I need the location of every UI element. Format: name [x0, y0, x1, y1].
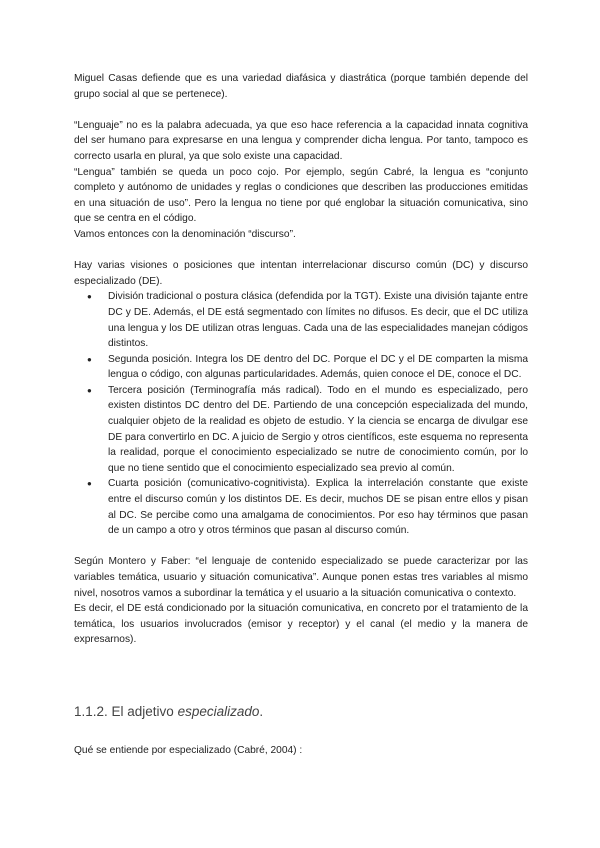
paragraph-montero-faber: Según Montero y Faber: “el lenguaje de contenido especializado se puede caracterizar por las variables temática, usuario y situación comunicativa”. Aunque ponen estas tres variables al mismo nivel, nosotros vamos a subordinar la temática y el usuario a la situación comunicativa o contexto. — [74, 556, 528, 599]
paragraph-es-decir: Es decir, el DE está condicionado por la situación comunicativa, en concreto por el tratamiento de la temática, los usuarios involucrados (emisor y receptor) y el canal (el medio y la manera de expresarnos). — [74, 603, 528, 646]
paragraph-casas: Miguel Casas defiende que es una variedad diafásica y diastrática (porque también depende del grupo social al que se pertenece). — [74, 73, 528, 100]
bullet-icon: ● — [87, 292, 92, 302]
bullet-icon: ● — [87, 385, 92, 395]
section-heading: 1.1.2. El adjetivo especializado. — [74, 704, 264, 719]
document-body — [74, 71, 528, 648]
list-item-text: Segunda posición. Integra los DE dentro del DC. Porque el DC y el DE comparten la misma lengua o código, con algunas particularidades. Además, quien conoce el DE, conoce el DC. — [108, 353, 528, 381]
paragraph-especializado-question: Qué se entiende por especializado (Cabré, 2004) : — [74, 745, 303, 756]
positions-list — [74, 289, 528, 539]
list-item — [74, 352, 528, 383]
list-item-text: Tercera posición (Terminografía más radical). Todo en el mundo es especializado, pero existen distintos DC dentro del DE. Partiendo de una concepción especializada del mundo, cualquier objeto de la realidad es objeto de estudio. Y la ciencia se encarga de divulgar ese DE para convertirlo en DC. A juicio de Sergio y otros científicos, este esquema no representa la realidad, porque el conocimiento especializado se nutre de conocimiento común, por lo que no tiene sentido que el conocimiento especializado sea previo al común. — [108, 384, 528, 474]
paragraph-lengua: “Lengua” también se queda un poco cojo. Por ejemplo, según Cabré, la lengua es “conjunto completo y autónomo de unidades y reglas o condiciones que describen las producciones emitidas en una situación de uso”. Pero la lengua no tiene por qué englobar la situación comunicativa, sino que se centra en el código. — [74, 166, 528, 225]
paragraph-discurso: Vamos entonces con la denominación “discurso”. — [74, 228, 296, 240]
list-item-text: División tradicional o postura clásica (defendida por la TGT). Existe una división tajante entre DC y DE. Además, el DE está segmentado con límites no difusos. Es decir, que el DC utiliza una lengua y los DE utilizan otras lenguas. Cada una de las especialidades manejan códigos distintos. — [108, 291, 528, 350]
paragraph-visiones: Hay varias visiones o posiciones que intentan interrelacionar discurso común (DC) y discurso especializado (DE). — [74, 260, 528, 287]
list-item — [74, 383, 528, 477]
bullet-icon: ● — [87, 479, 92, 489]
list-item — [74, 289, 528, 351]
list-item-text: Cuarta posición (comunicativo-cognitivista). Explica la interrelación constante que existe entre el discurso común y los distintos DE. Es decir, muchos DE se pisan entre ellos y pisan al DC. Se percibe como una amalgama de conocimientos. Por eso hay términos que pasan de un campo a otro y otros términos que pasan al discurso común. — [108, 478, 528, 537]
bullet-icon: ● — [87, 354, 92, 364]
list-item — [74, 476, 528, 538]
paragraph-lenguaje: “Lenguaje” no es la palabra adecuada, ya que eso hace referencia a la capacidad innata cognitiva del ser humano para expresarse en una lengua y comprender dicha lengua. Por tanto, tampoco es correcto usarla en plural, ya que solo existe una capacidad. — [74, 119, 528, 162]
